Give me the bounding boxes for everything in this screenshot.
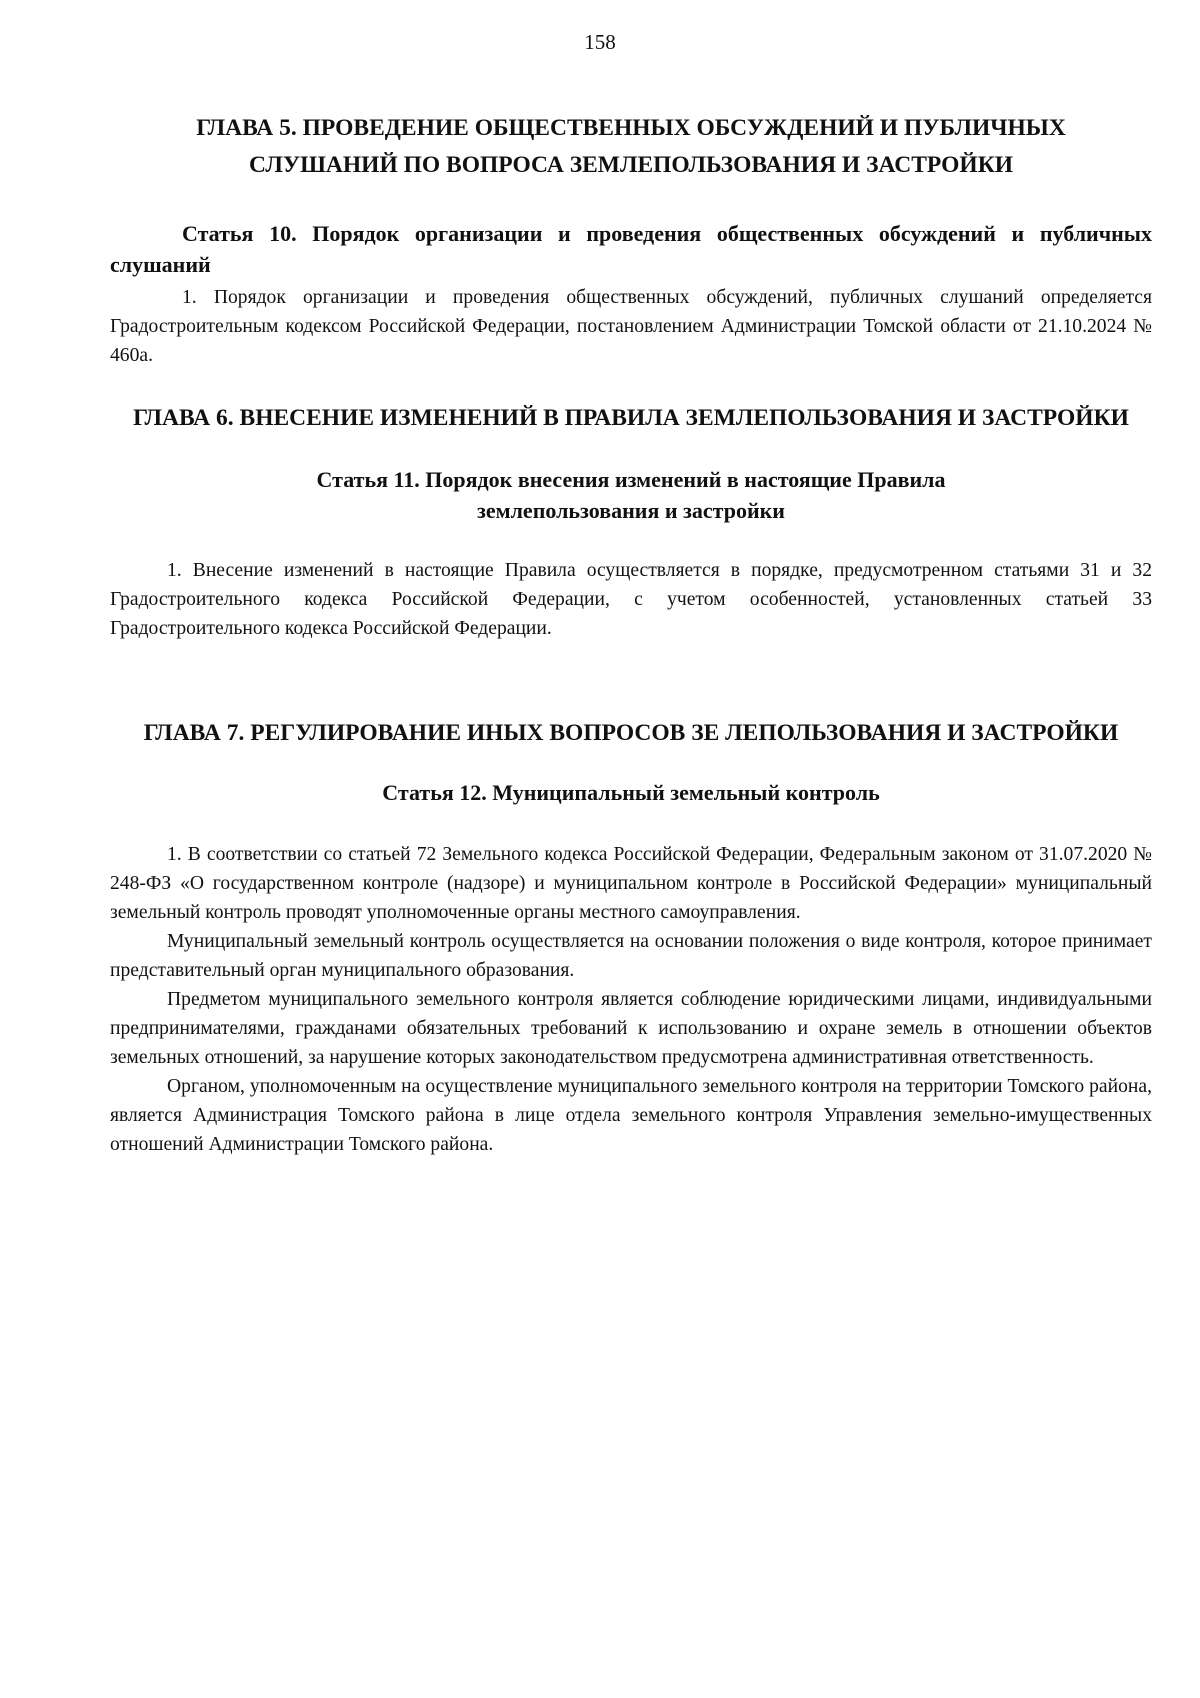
chapter-5-heading: ГЛАВА 5. ПРОВЕДЕНИЕ ОБЩЕСТВЕННЫХ ОБСУЖДЕНИЙ И ПУБЛИЧНЫХ СЛУШАНИЙ ПО ВОПРОСА ЗЕМЛЕПОЛЬЗОВАНИЯ И ЗАСТРОЙКИ: [196, 115, 1066, 178]
page-content: [110, 110, 1152, 1159]
chapter-7-heading: ГЛАВА 7. РЕГУЛИРОВАНИЕ ИНЫХ ВОПРОСОВ ЗЕ ЛЕПОЛЬЗОВАНИЯ И ЗАСТРОЙКИ: [143, 720, 1119, 746]
article-12-paragraph-4: Органом, уполномоченным на осуществление муниципального земельного контроля на территории Томского района, является Администрация Томского района в лице отдела земельного контроля Управления земельно-имущественных отношений Администрации Томского района.: [110, 1076, 1152, 1155]
article-12-heading: Статья 12. Муниципальный земельный контроль: [382, 780, 880, 805]
chapter-6-heading: ГЛАВА 6. ВНЕСЕНИЕ ИЗМЕНЕНИЙ В ПРАВИЛА ЗЕМЛЕПОЛЬЗОВАНИЯ И ЗАСТРОЙКИ: [133, 405, 1129, 431]
article-12-paragraph-2: Муниципальный земельный контроль осуществляется на основании положения о виде контроля, которое принимает представительный орган муниципального образования.: [110, 931, 1152, 981]
article-12-paragraph-3: Предметом муниципального земельного контроля является соблюдение юридическими лицами, индивидуальными предпринимателями, гражданами обязательных требований к использованию и охране земель в отношении объектов земельных отношений, за нарушение которых законодательством предусмотрена административная ответственность.: [110, 989, 1152, 1068]
article-10-heading: Статья 10. Порядок организации и проведения общественных обсуждений и публичных слушаний: [110, 221, 1152, 277]
article-11-paragraph-1: 1. Внесение изменений в настоящие Правила осуществляется в порядке, предусмотренном статьями 31 и 32 Градостроительного кодекса Российской Федерации, с учетом особенностей, установленных статьей 33 Градостроительного кодекса Российской Федерации.: [110, 560, 1152, 639]
article-12-paragraph-1: 1. В соответствии со статьей 72 Земельного кодекса Российской Федерации, Федеральным законом от 31.07.2020 № 248-ФЗ «О государственном контроле (надзоре) и муниципальном контроле в Российской Федерации» муниципальный земельный контроль проводят уполномоченные органы местного самоуправления.: [110, 844, 1152, 923]
page-number: 158: [584, 30, 616, 54]
article-11-heading-line-2: землепользования и застройки: [477, 498, 785, 523]
article-11-heading-line-1: Статья 11. Порядок внесения изменений в настоящие Правила: [316, 467, 946, 492]
article-10-paragraph-1: 1. Порядок организации и проведения общественных обсуждений, публичных слушаний определяется Градостроительным кодексом Российской Федерации, постановлением Администрации Томской области от 21.10.2024 № 460а.: [110, 287, 1152, 366]
